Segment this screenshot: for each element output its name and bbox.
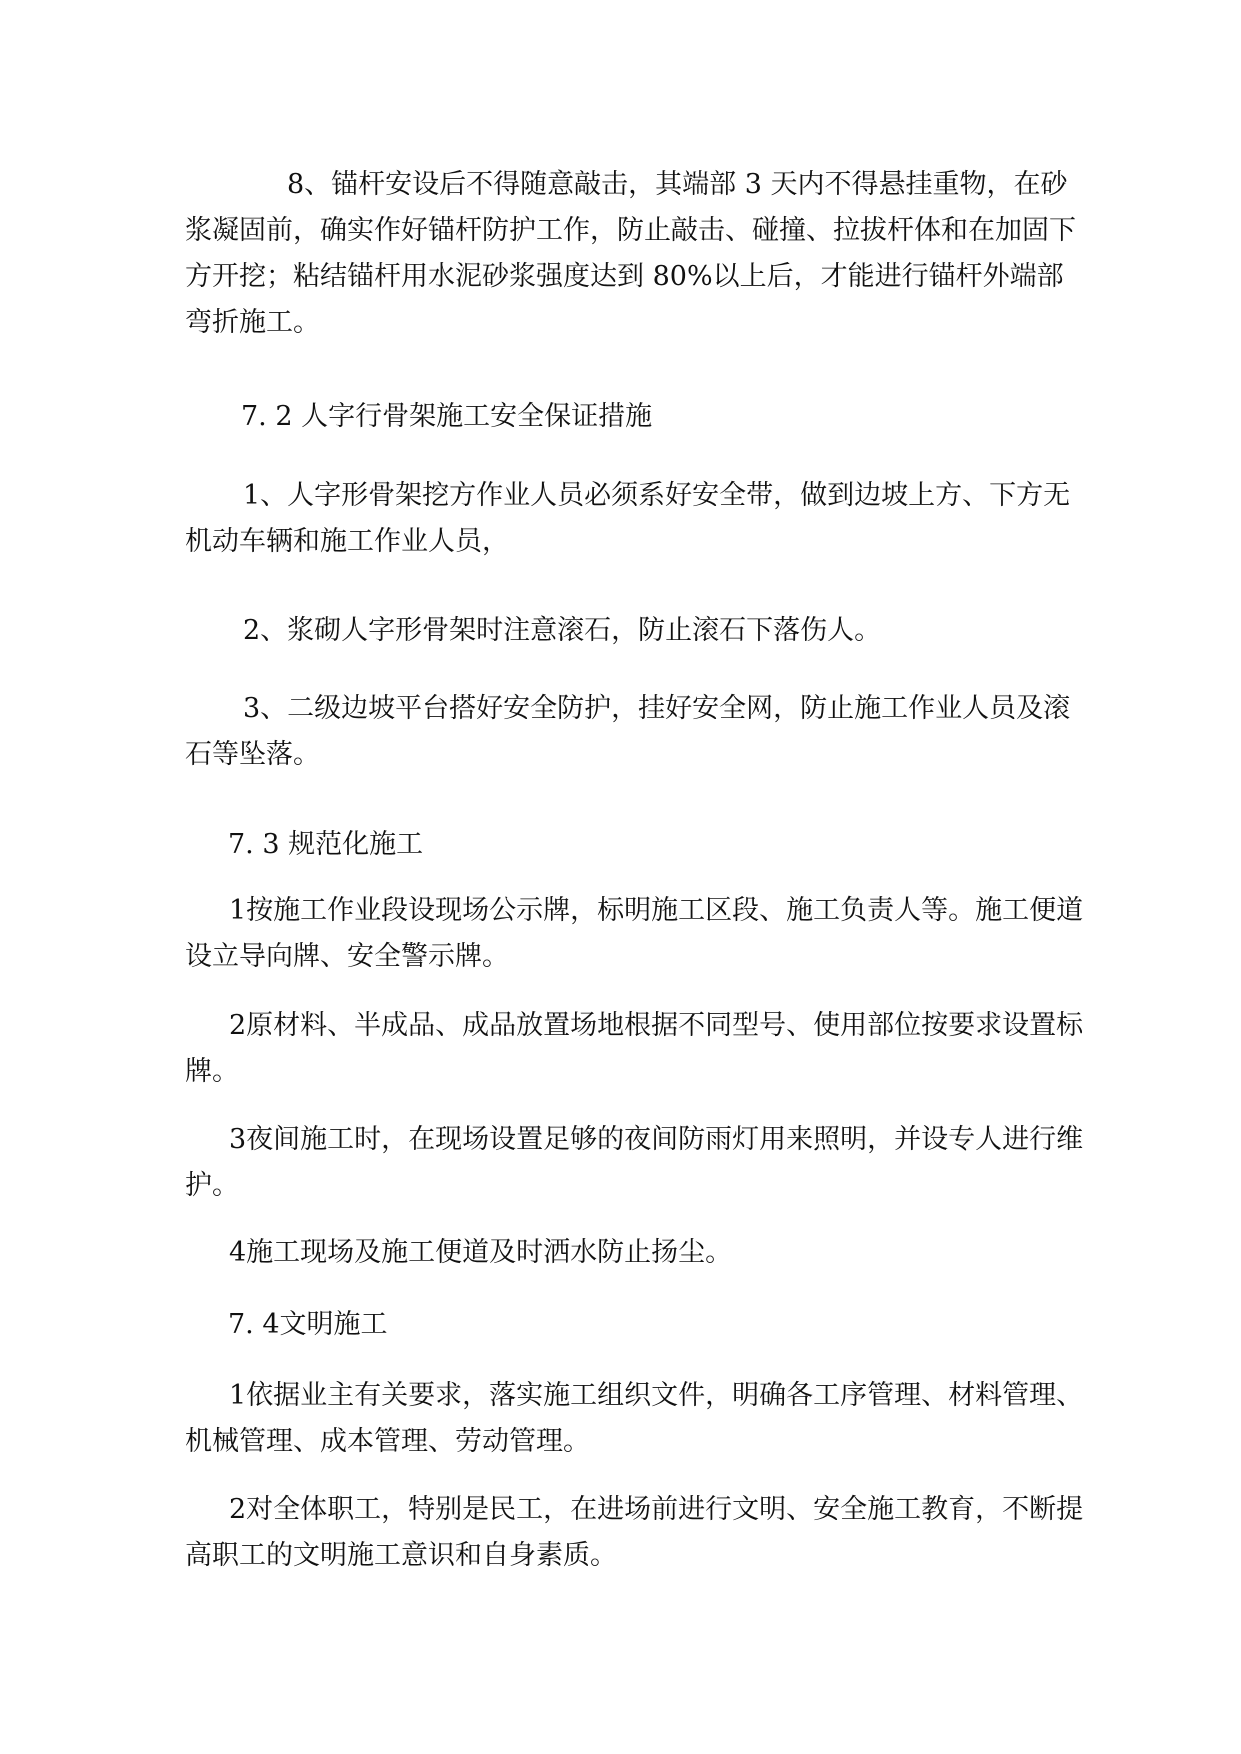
paragraph-standard-2: 2原材料、半成品、成品放置场地根据不同型号、使用部位按要求设置标牌。 bbox=[185, 1010, 1084, 1087]
paragraph-standard-4: 4施工现场及施工便道及时洒水防止扬尘。 bbox=[229, 1237, 733, 1268]
paragraph-standard-3: 3夜间施工时，在现场设置足够的夜间防雨灯用来照明，并设专人进行维护。 bbox=[185, 1124, 1084, 1201]
paragraph-item-2-masonry: 2、浆砌人字形骨架时注意滚石，防止滚石下落伤人。 bbox=[243, 615, 882, 646]
section-heading-7-3: 7. 3 规范化施工 bbox=[228, 829, 424, 860]
paragraph-item-1-excavation: 1、人字形骨架挖方作业人员必须系好安全带，做到边坡上方、下方无机动车辆和施工作业人员， bbox=[185, 480, 1071, 557]
paragraph-anchor-rod-protection: 8、锚杆安设后不得随意敲击，其端部 3 天内不得悬挂重物，在砂浆凝固前，确实作好锚杆防护工作，防止敲击、碰撞、拉拔杆体和在加固下方开挖；粘结锚杆用水泥砂浆强度达到 80%以上后，才能进行锚杆外端部弯折施工。 bbox=[185, 169, 1076, 338]
paragraph-standard-1: 1按施工作业段设现场公示牌，标明施工区段、施工负责人等。施工便道设立导向牌、安全警示牌。 bbox=[185, 895, 1084, 972]
section-heading-7-2: 7. 2 人字行骨架施工安全保证措施 bbox=[241, 401, 653, 432]
paragraph-civilized-1: 1依据业主有关要求，落实施工组织文件，明确各工序管理、材料管理、机械管理、成本管理、劳动管理。 bbox=[185, 1380, 1084, 1457]
section-heading-7-4: 7. 4文明施工 bbox=[228, 1309, 388, 1340]
paragraph-item-3-platform: 3、二级边坡平台搭好安全防护，挂好安全网，防止施工作业人员及滚石等坠落。 bbox=[185, 693, 1071, 770]
paragraph-civilized-2: 2对全体职工，特别是民工，在进场前进行文明、安全施工教育，不断提高职工的文明施工意识和自身素质。 bbox=[185, 1494, 1084, 1571]
